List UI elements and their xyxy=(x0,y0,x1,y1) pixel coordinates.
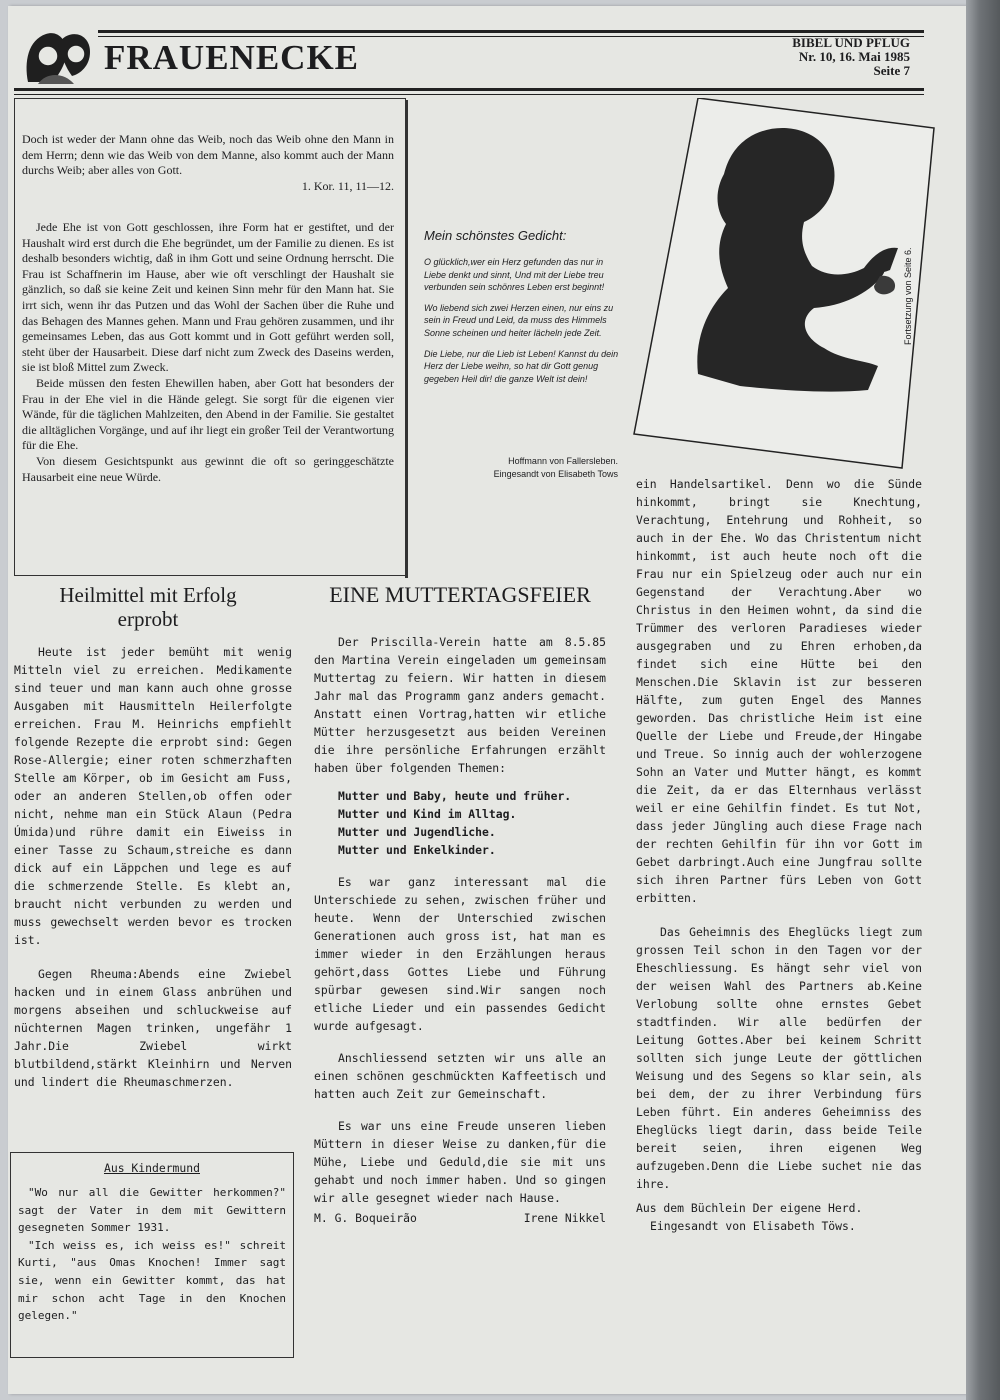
kindermund-paragraph: "Ich weiss es, ich weiss es!" schreit Kurti, "aus Omas Knochen! Immer sagt sie, wenn ein Gewitter kommt, das hat mir schon acht Tage in den Knochen gelegen." xyxy=(18,1238,286,1323)
source-submitted: Eingesandt von Elisabeth Töws. xyxy=(650,1219,856,1233)
ehe-paragraph: Von diesem Gesichtspunkt aus gewinnt die oft so geringgeschätzte Hausarbeit eine neue Würde. xyxy=(22,453,394,484)
muttertag-intro: Der Priscilla-Verein hatte am 8.5.85 den Martina Verein eingeladen um gemeinsam Muttertag zu feiern. Wir hatten in diesem Jahr mal das Programm ganz anders gemacht. Anstatt einen Vortrag,hatten wir etliche Mütter herzusgesetzt aus beiden Vereinen die ihre persönliche Erfahrungen erzählt haben über folgenden Themen: xyxy=(314,635,606,775)
theme-item: Mutter und Kind im Alltag. xyxy=(338,807,517,821)
muttertag-paragraph: Es war ganz interessant mal die Unterschiede zu sehen, zwischen früher und heute. Wenn der Unterschied zwischen Generationen auch gross ist, hat man es immer wieder in den Erzählungen heraus gehört,dass Gottes Liebe und Führung spürbar gewesen sind.Wir sangen noch etliche Lieder und ein passendes Gedicht wurde aufgesagt. xyxy=(314,875,606,1033)
poem-author: Hoffmann von Fallersleben. xyxy=(508,456,618,466)
poem-title: Mein schönstes Gedicht: xyxy=(424,228,567,243)
heilmittel-paragraph: Gegen Rheuma:Abends eine Zwiebel hacken und in einem Glass anbrühen und morgens abseihen und schluckweise auf nüchternen Magen trinken, ungefähr 1 Jahr.Die Zwiebel wirkt blutbildend,stärkt Kleinhirn und Nerven und lindert die Rheumaschmerzen. xyxy=(14,967,292,1089)
muttertag-place: M. G. Boqueirão xyxy=(314,1211,417,1225)
muttertag-paragraph: Anschliessend setzten wir uns alle an einen schönen geschmückten Kaffeetisch und hatten auch Zeit zur Gemeinschaft. xyxy=(314,1051,606,1101)
theme-item: Mutter und Enkelkinder. xyxy=(338,843,496,857)
publication-name: BIBEL UND PFLUG xyxy=(792,35,910,50)
continued-source xyxy=(636,1199,922,1235)
muttertag-signoff xyxy=(314,1209,606,1227)
muttertag-headline: EINE MUTTERTAGSFEIER xyxy=(329,582,591,607)
ehe-paragraph: Beide müssen den festen Ehewillen haben, aber Gott hat besonders der Frau in der Ehe viel in die Hände gelegt. Sie sorgt für die eigenen vier Wände, für die täglichen Mahlzeiten, den Abend in der Familie. Sie gestaltet die alltäglichen Vorgänge, und auf ihr liegt ein großer Teil der Verantwortung für die Ehe. xyxy=(22,375,394,453)
masthead-rule xyxy=(14,88,924,91)
section-title: FRAUENECKE xyxy=(104,38,360,77)
theme-item: Mutter und Jugendliche. xyxy=(338,825,496,839)
motto-reference: 1. Kor. 11, 11—12. xyxy=(301,178,394,193)
kindermund-title-text: Aus Kindermund xyxy=(103,1161,200,1175)
continued-article xyxy=(636,475,922,1235)
muttertag-author: Irene Nikkel xyxy=(523,1211,606,1225)
continuation-note: Fortsetzung von Seite 6. xyxy=(903,247,913,345)
continued-paragraph: ein Handelsartikel. Denn wo die Sünde hinkommt, bringt sie Knechtung, Verachtung, Entehrung und Rohheit, so auch in der Ehe. Wo das Christentum nicht hinkommt, ist auch heute noch oft die Frau nur ein Spielzeug oder auch nur ein Gegenstand der Verachtung.Aber wo Christus in den Heimen wohnt, da sind die Trümmer des verloren Paradieses wieder ausgegraben und zu Ehren erhoben,da findet sich eine Hütte bei den Menschen.Die Sklavin ist zur besseren Hälfte, zum guten Engel des Mannes geworden. Das christliche Heim ist eine Quelle der Liebe und Freude,der Hingabe und Treue. So innig auch der wohlerzogene Sohn an Vater und Mutter hängt, es kommt die Zeit, da er das Elternhaus verlässt weil er eine Gehilfin findet. Es tut Not, dass jeder Jüngling auch diese Frage nach der rechten Gehilfin für ihn vor Gott im Gebet darbringt.Auch eine Jungfrau sollte sich ihren Partner fürs Leben von Gott erbitten. xyxy=(636,477,922,905)
page-number: Seite 7 xyxy=(873,63,910,78)
poem-stanza: O glücklich,wer ein Herz gefunden das nur in Liebe denkt und sinnt, Und mit der Liebe treu verbunden sein schönres Leben erst beginnt! xyxy=(424,257,605,293)
ehe-paragraph: Jede Ehe ist von Gott geschlossen, ihre Form hat er gestiftet, und der Haushalt wird erst durch die Ehe begründet, um der Familie zu dienen. Es ist deshalb besonders wichtig, daß in ihm Gott und seine Ordnung herrscht. Die Frau ist Schaffnerin im Hause, aber wie oft verschlingt der Haushalt sie gänzlich, so daß sie keine Zeit und keinen Sinn mehr für den Mann hat. Sie irrt sich, wenn ihr das Putzen und das Wohl der Sachen über die Ruhe und das Behagen des Mannes gehen. Mann und Frau gehören zusammen, und ihr gemeinsames Leben, das aus Gott kommt und in Gott geführt werden soll, steht über der Hausarbeit. Diese darf nicht zum Zweck des Daseins werden, sie ist bloß Mittel zum Zweck. xyxy=(22,220,394,375)
woman-silhouette-illustration xyxy=(628,98,936,472)
poem-credit xyxy=(424,455,618,481)
masthead-rule xyxy=(98,30,924,33)
poem xyxy=(424,256,620,393)
binder-edge xyxy=(966,0,1000,1400)
poem-stanza: Wo liebend sich zwei Herzen einen, nur eins zu sein in Freud und Leid, da muss des Himmels Sonne scheinen und heiter lächeln jede Zeit. xyxy=(424,302,614,338)
muttertag-paragraph: Es war uns eine Freude unseren lieben Müttern in dieser Weise zu danken,für die Mühe, Liebe und Geduld,die sie mit uns gehabt und noch immer haben. Und so gingen wir alle gesegnet wieder nach Hause. xyxy=(314,1119,606,1205)
poem-stanza: Die Liebe, nur die Lieb ist Leben! Kannst du dein Herz der Liebe weihn, so hat dir Gott genug gegeben Heil dir! die ganze Welt ist dein! xyxy=(424,348,619,384)
kindermund-text xyxy=(18,1184,286,1325)
poem-submitted: Eingesandt von Elisabeth Tows xyxy=(493,469,618,479)
ehe-article xyxy=(22,220,394,485)
heilmittel-headline: Heilmittel mit Erfolg erprobt xyxy=(59,583,237,631)
bible-motto xyxy=(22,132,394,194)
publication-info xyxy=(770,36,910,78)
theme-item: Mutter und Baby, heute und früher. xyxy=(338,789,572,803)
heilmittel-paragraph: Heute ist jeder bemüht mit wenig Mitteln viel zu erreichen. Medikamente sind teuer und man kann auch ohne grosse Ausgaben mit Hausmitteln Heilerfolgte erreichen. Frau M. Heinrichs empfiehlt folgende Rezepte die erprobt sind: Gegen Rose-Allergie; einer roten schmerzhaften Stelle am Körper, ob im Gesicht am Fuss, oder an anderen Stellen,ob offen oder nicht, nehme man ein Stück Alaun (Pedra Úmida)und rühre damit ein Eiweiss in einer Tasse zu Schaum,streiche es dann dick auf ein Läppchen und lege es auf die schmerzende Stelle. Es klebt an, braucht nicht verbunden zu werden und muss gewechselt werden bevor es trocken ist. xyxy=(14,645,292,947)
continued-paragraph: Das Geheimnis des Eheglücks liegt zum grossen Teil schon in den Tagen vor der Eheschliessung. Es hängt sehr viel von der weisen Wahl des Partners ab.Keine Verlobung sollte ohne ernstes Gebet stadtfinden. Wir alle bedürfen der Leitung Gottes.Aber bei keinem Schritt sollten sich junge Leute der göttlichen Weisung und des Segens so klar sein, als bei dem, der zu ihrer Verbindung fürs Leben führt. Ein anderes Geheimniss des Eheglücks liegt darin, dass beide Teile bereit seien, ihren eigenen Weg aufzugeben.Denn die Liebe suchet nie das ihre. xyxy=(636,925,922,1191)
motto-text: Doch ist weder der Mann ohne das Weib, noch das Weib ohne den Mann in dem Herrn; denn wie das Weib von dem Manne, also kommt auch der Mann durchs Weib; aber alles von Gott. xyxy=(22,132,394,178)
source-line: Aus dem Büchlein Der eigene Herd. xyxy=(636,1201,863,1215)
article-frame-shadow xyxy=(405,100,408,578)
issue-date: Nr. 10, 16. Mai 1985 xyxy=(798,49,910,64)
kindermund-paragraph: "Wo nur all die Gewitter herkommen?" sagt der Vater in dem mit Gewittern gesegneten Sommer 1931. xyxy=(18,1186,286,1235)
mother-child-logo-icon xyxy=(18,22,96,92)
muttertag-article xyxy=(314,633,606,1227)
masthead-rule xyxy=(14,94,924,95)
heilmittel-article xyxy=(14,643,292,1091)
muttertag-themes xyxy=(314,787,606,859)
kindermund-title xyxy=(10,1161,294,1175)
